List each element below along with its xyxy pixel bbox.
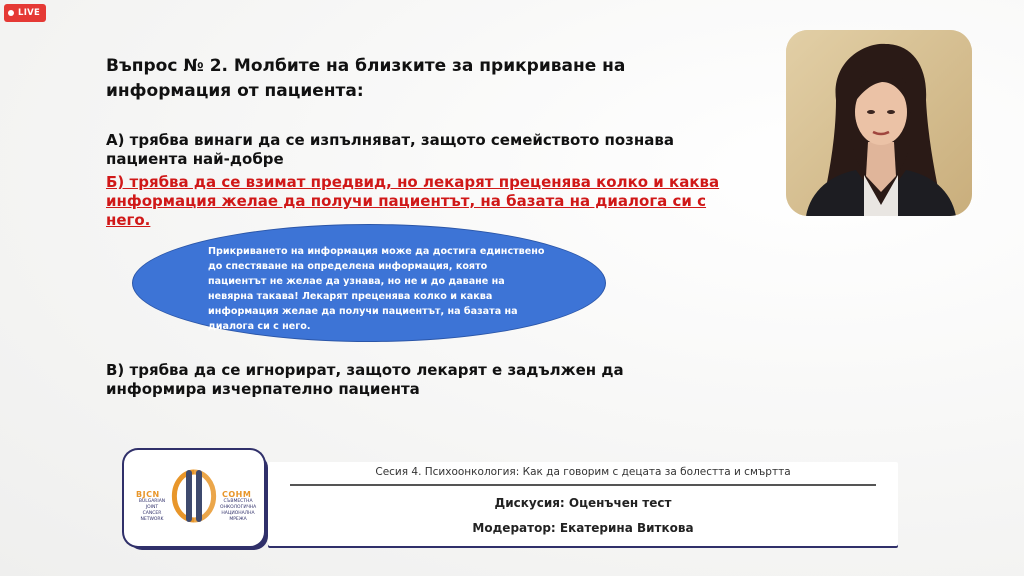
answer-b-correct: Б) трябва да се взимат предвид, но лекарят преценява колко и каква информация желае да получи пациентът, на базата на диалога си с него. [106, 173, 720, 229]
presenter-video [786, 30, 972, 216]
logo-left-line: JOINT [145, 505, 159, 510]
logo-left-abbr: BJCN [136, 490, 160, 499]
question-title: Въпрос № 2. Молбите на близките за прикриване на информация от пациента: [106, 56, 626, 101]
session-title: Сесия 4. Психоонкология: Как да говорим с децата за болестта и смъртта [375, 466, 791, 478]
live-label: LIVE [18, 8, 41, 18]
divider [290, 484, 876, 486]
live-dot-icon [8, 10, 14, 16]
logo-left-line: CANCER [142, 511, 162, 516]
logo-right-abbr: СОНМ [222, 490, 252, 499]
presenter-avatar-icon [786, 30, 972, 216]
logo-left-lines [138, 499, 166, 523]
logo-left-line: BULGARIAN [138, 499, 166, 504]
logo-right-lines [220, 499, 256, 523]
moderator-name: Модератор: Екатерина Виткова [472, 521, 694, 535]
logo-right-line: ОНКОЛОГИЧНА [220, 505, 257, 510]
explanation-text: Прикриването на информация може да достига единствено до спестяване на определена информация, която пациентът не желае да узнава, но не и до даване на невярна такава! Лекарят преценява колко и каква информация желае да получи пациентът, на базата на диалога си с него. [208, 246, 545, 332]
discussion-title: Дискусия: Оценъчен тест [494, 496, 672, 510]
live-badge [4, 4, 46, 22]
logo-right-line: НАЦИОНАЛНА [221, 511, 255, 516]
answer-c: В) трябва да се игнорират, защото лекарят е задължен да информира изчерпателно пациента [106, 361, 624, 398]
answer-a: А) трябва винаги да се изпълняват, защото семейството познава пациента най-добре [106, 131, 674, 168]
logo-right-line: СЪВМЕСТНА [223, 499, 253, 504]
logo-right-line: МРЕЖА [229, 517, 247, 522]
logo-left-line: NETWORK [140, 517, 164, 522]
